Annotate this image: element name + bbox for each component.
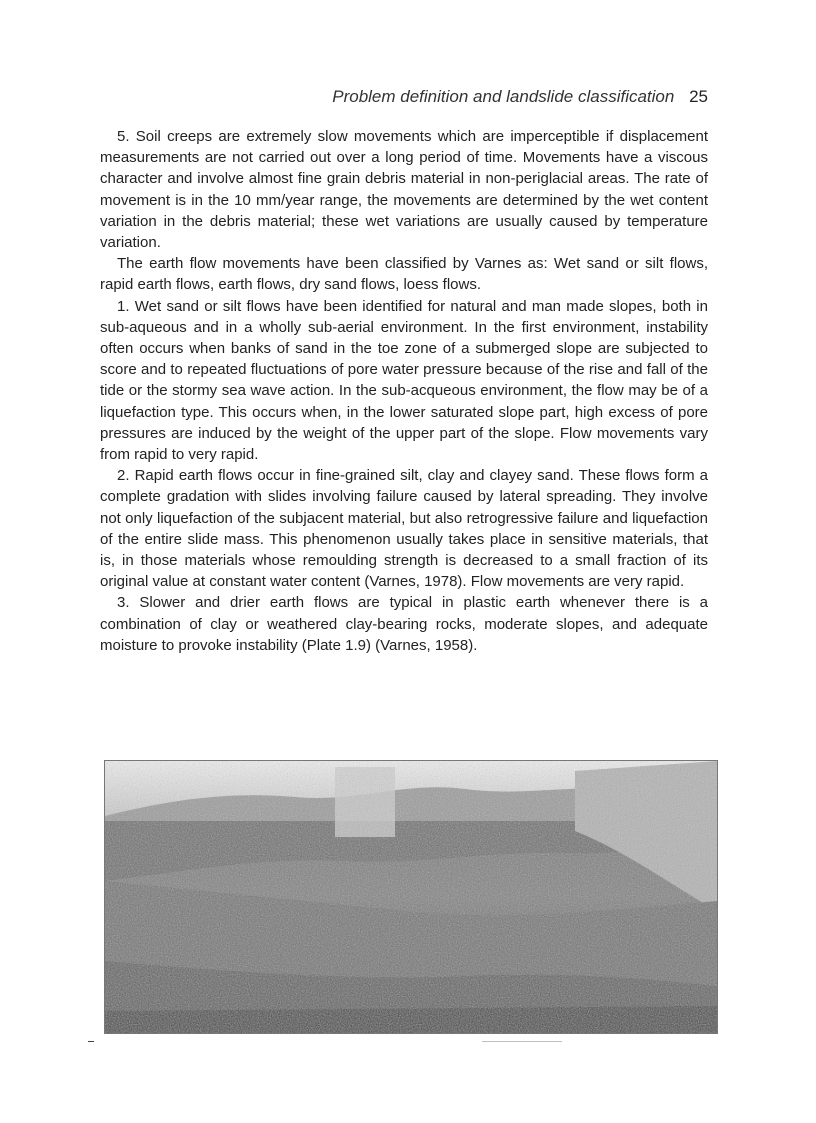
- scan-mark-left: [88, 1041, 94, 1042]
- paragraph-soil-creeps: 5. Soil creeps are extremely slow movements which are imperceptible if displacement measurements are not carried out over a long period of time. Movements have a viscous character and involve almost fine grain debris material in non-periglacial areas. The rate of movement is in the 10 mm/year range, the movements are determined by the wet content variation in the debris material; these wet variations are usually caused by temperature variation.: [100, 128, 708, 252]
- photo-image: [105, 761, 717, 1033]
- body-text: [100, 126, 708, 656]
- paragraph-earth-flow-classification: The earth flow movements have been classified by Varnes as: Wet sand or silt flows, rapid earth flows, earth flows, dry sand flows, loess flows.: [100, 255, 708, 294]
- page-number: 25: [689, 87, 708, 106]
- paragraph-slower-earth-flows: 3. Slower and drier earth flows are typical in plastic earth whenever there is a combination of clay or weathered clay-bearing rocks, moderate slopes, and adequate moisture to provoke instability (Plate 1.9) (Varnes, 1958).: [100, 594, 708, 654]
- landslide-photograph: [104, 760, 718, 1034]
- running-header: [100, 86, 708, 108]
- running-title: Problem definition and landslide classification: [332, 87, 675, 106]
- paragraph-rapid-earth-flows: 2. Rapid earth flows occur in fine-grained silt, clay and clayey sand. These flows form a complete gradation with slides involving failure caused by lateral spreading. They involve not only liquefaction of the subjacent material, but also retrogressive failure and liquefaction of the entire slide mass. This phenomenon usually takes place in sensitive materials, that is, in those materials whose remoulding strength is decreased to a small fraction of its original value at constant water content (Varnes, 1978). Flow movements are very rapid.: [100, 467, 708, 591]
- scan-mark-right: [482, 1041, 562, 1042]
- paragraph-wet-sand-flows: 1. Wet sand or silt flows have been identified for natural and man made slopes, both in sub-aqueous and in a wholly sub-aerial environment. In the first environment, instability often occurs when banks of sand in the toe zone of a submerged slope are subjected to score and to repeated fluctuations of pore water pressure because of the rise and fall of the tide or the stormy sea wave action. In the sub-acqueous environment, the flow may be of a liquefaction type. This occurs when, in the lower saturated slope part, high excess of pore pressures are induced by the weight of the upper part of the slope. Flow movements vary from rapid to very rapid.: [100, 297, 708, 464]
